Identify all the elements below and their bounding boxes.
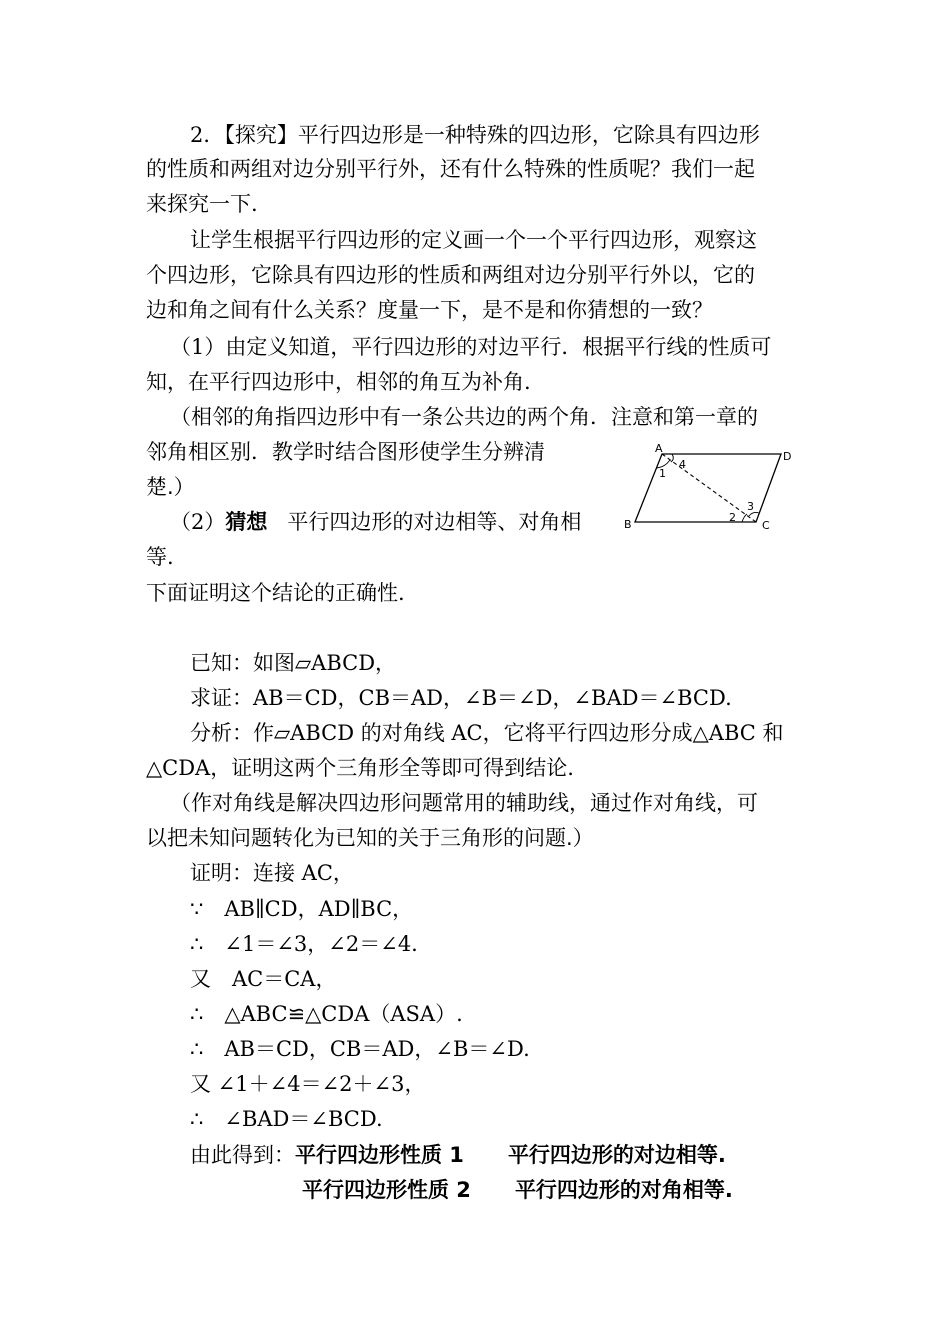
para2-line1: 让学生根据平行四边形的定义画一个一个平行四边形，观察这 [190, 228, 757, 252]
analysis-line2: △CDA，证明这两个三角形全等即可得到结论. [146, 756, 574, 780]
angle-label-3: 3 [747, 500, 754, 513]
vertex-label-d: D [783, 450, 792, 463]
angle-label-1: 1 [659, 467, 666, 480]
property1-text: 平行四边形的对边相等. [507, 1143, 726, 1167]
parallelogram-figure [618, 440, 798, 532]
conclusion-line2 [302, 1176, 733, 1204]
angle-mark-4 [671, 454, 673, 462]
proof-intro: 下面证明这个结论的正确性. [146, 581, 405, 605]
item2-line2: 等. [146, 545, 174, 569]
item2-line1 [170, 508, 581, 536]
para1-line3: 来探究一下. [146, 192, 258, 216]
note1-line1: （相邻的角指四边形中有一条公共边的两个角．注意和第一章的 [170, 405, 758, 429]
proof-step3: 又 AC＝CA， [190, 967, 337, 991]
proof-step6: 又 ∠1＋∠4＝∠2＋∠3， [190, 1072, 426, 1096]
para2-line3: 边和角之间有什么关系？度量一下，是不是和你猜想的一致？ [146, 298, 713, 322]
note2-line2: 以把未知问题转化为已知的关于三角形的问题.） [146, 826, 594, 850]
note1-line3: 楚.） [146, 475, 195, 499]
item2-prefix: （2） [170, 510, 226, 534]
vertex-label-c: C [762, 519, 770, 532]
proof-head: 证明：连接 AC， [190, 861, 354, 885]
item2-rest: 平行四边形的对边相等、对角相 [287, 510, 582, 534]
proof-step2: ∴ ∠1＝∠3，∠2＝∠4. [190, 932, 418, 956]
angle-mark-2 [742, 514, 747, 522]
vertex-label-b: B [624, 518, 632, 531]
given-line: 已知：如图▱ABCD， [190, 651, 397, 675]
conclusion-prefix: 由此得到： [190, 1143, 295, 1167]
item1-line1: （1）由定义知道，平行四边形的对边平行．根据平行线的性质可 [170, 335, 772, 359]
diagonal-ac [662, 454, 756, 522]
angle-label-2: 2 [729, 511, 736, 524]
property2-text: 平行四边形的对角相等. [514, 1178, 733, 1202]
item2-guess: 猜想 [225, 510, 268, 534]
prove-line: 求证：AB＝CD，CB＝AD，∠B＝∠D，∠BAD＝∠BCD. [190, 686, 732, 710]
proof-step5: ∴ AB＝CD，CB＝AD，∠B＝∠D. [190, 1037, 530, 1061]
proof-step7: ∴ ∠BAD＝∠BCD. [190, 1107, 383, 1131]
analysis-line1: 分析：作▱ABCD 的对角线 AC，它将平行四边形分成△ABC 和 [190, 721, 784, 745]
para2-line2: 个四边形，它除具有四边形的性质和两组对边分别平行外以，它的 [146, 263, 755, 287]
note1-line2: 邻角相区别．教学时结合图形使学生分辨清 [146, 440, 545, 464]
para1-line2: 的性质和两组对边分别平行外，还有什么特殊的性质呢？我们一起 [146, 157, 755, 181]
angle-label-4: 4 [679, 458, 686, 471]
property2-name: 平行四边形性质 2 [302, 1178, 471, 1202]
proof-step4: ∴ △ABC≌△CDA（ASA）. [190, 1002, 463, 1026]
item1-line2: 知，在平行四边形中，相邻的角互为补角. [146, 370, 531, 394]
para1-line1: 2．【探究】平行四边形是一种特殊的四边形，它除具有四边形 [190, 123, 760, 147]
proof-step1: ∵ AB∥CD，AD∥BC， [190, 897, 414, 921]
parallelogram-outline [635, 454, 781, 522]
property1-name: 平行四边形性质 1 [295, 1143, 464, 1167]
conclusion-line1 [190, 1141, 726, 1169]
vertex-label-a: A [655, 442, 663, 455]
note2-line1: （作对角线是解决四边形问题常用的辅助线，通过作对角线，可 [170, 791, 758, 815]
